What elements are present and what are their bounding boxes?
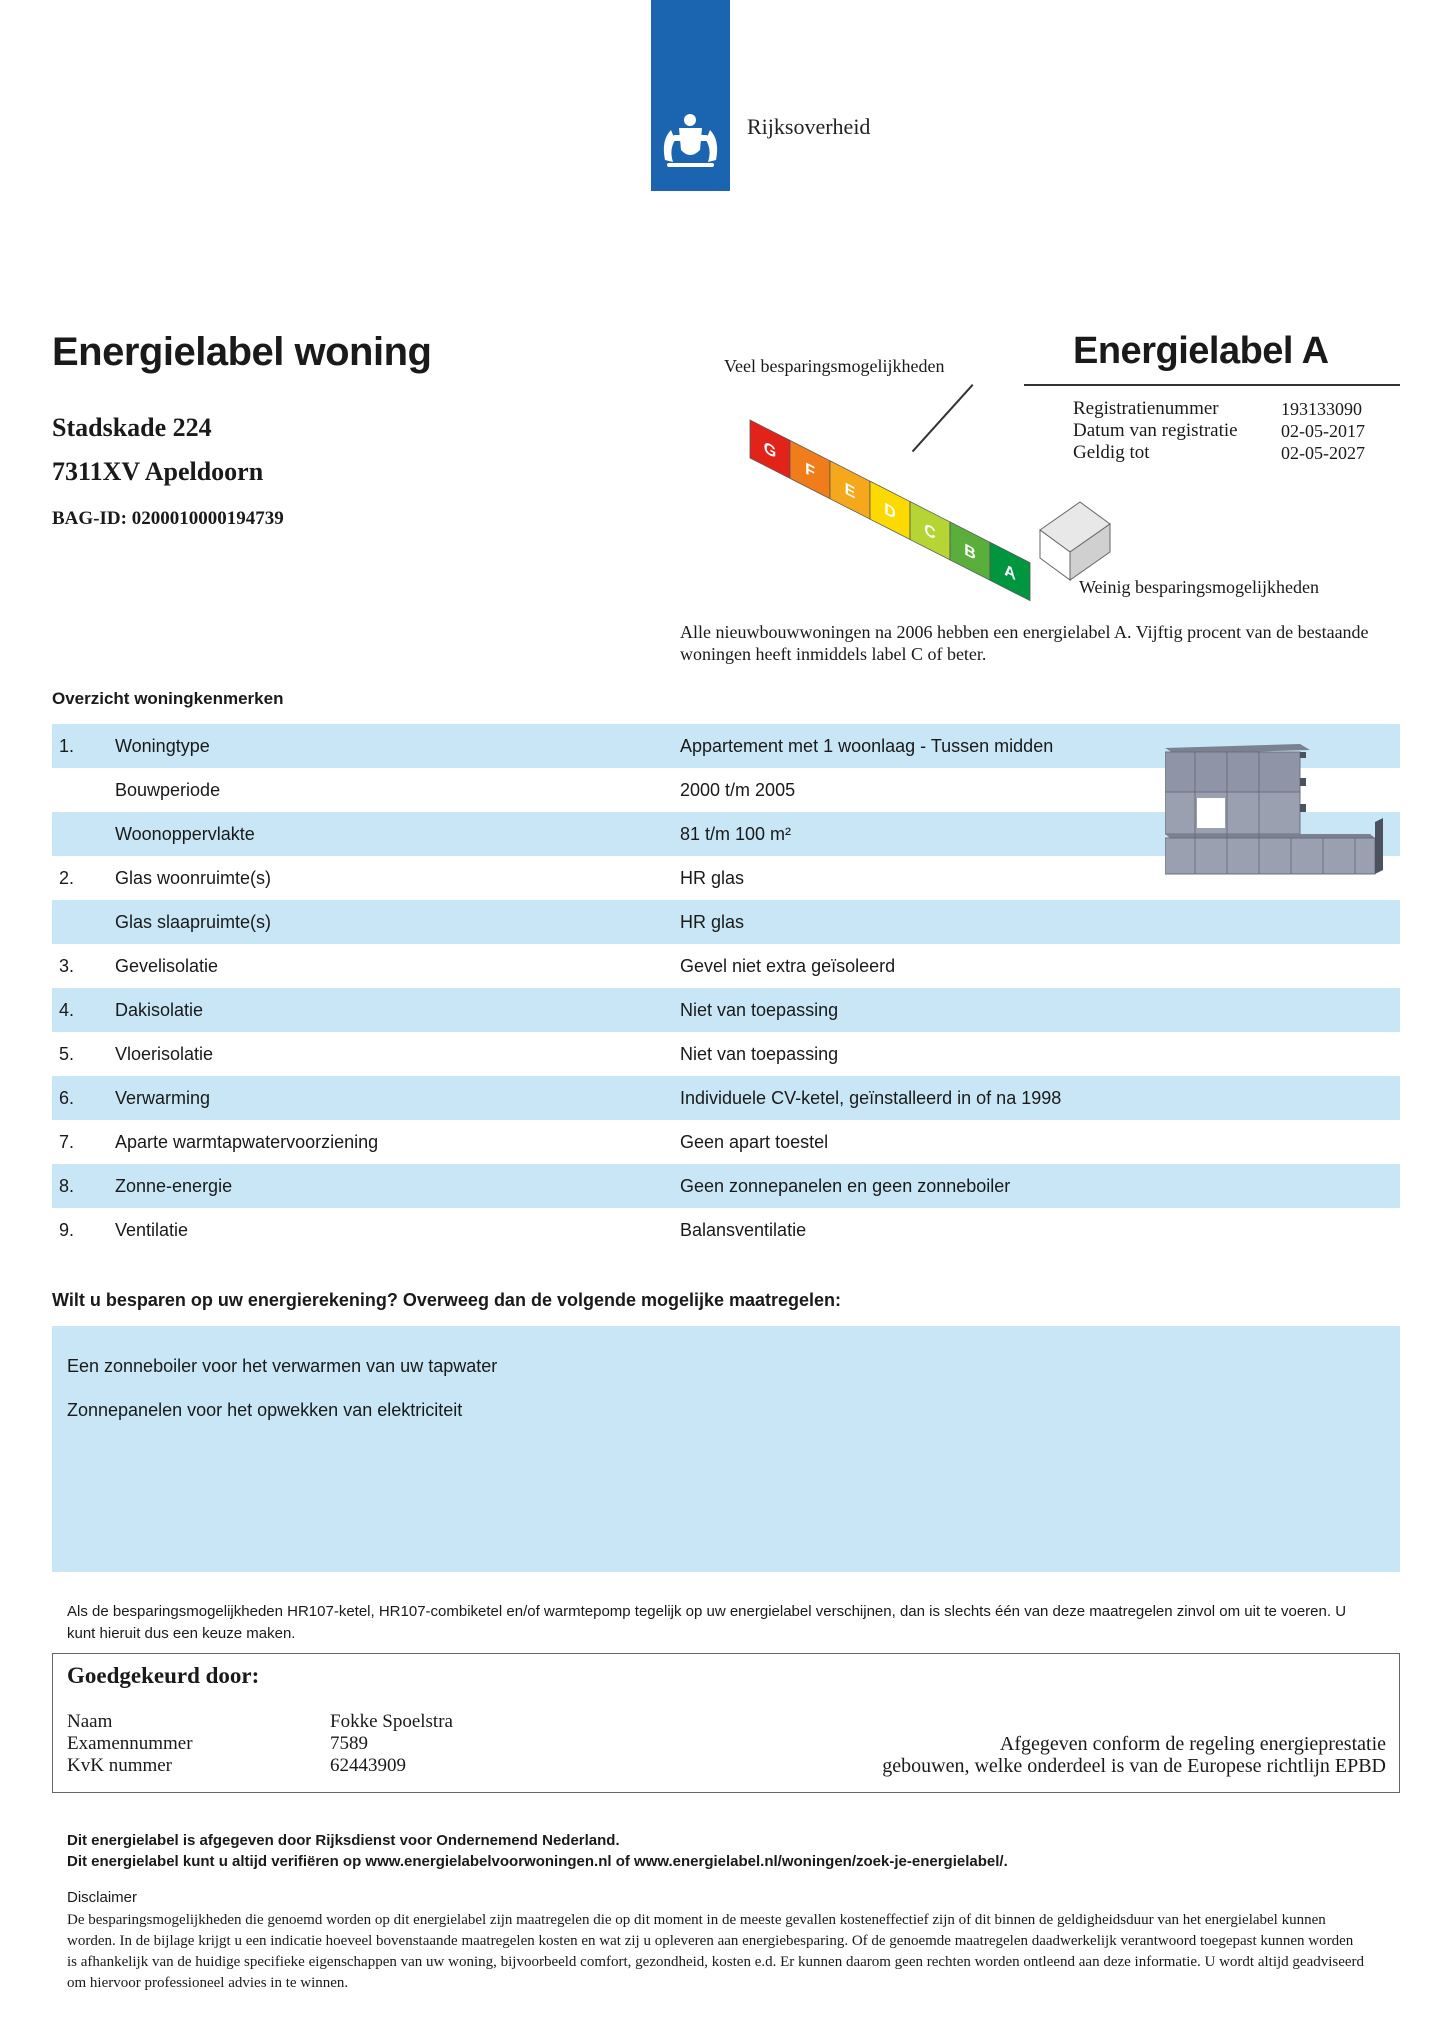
row-value: Balansventilatie [680,1220,807,1240]
measures-title: Wilt u besparen op uw energierekening? Overweeg dan de volgende mogelijke maatregelen: [52,1290,842,1310]
issued-by: Dit energielabel is afgegeven door Rijksdienst voor Ondernemend Nederland. [67,1832,620,1849]
many-savings-label: Veel besparingsmogelijkheden [724,356,945,376]
row-value: Gevel niet extra geïsoleerd [680,956,896,976]
address-city: 7311XV Apeldoorn [52,457,264,486]
row-number: 3. [59,956,75,976]
table-row [52,900,1400,944]
row-label: Glas slaapruimte(s) [115,912,272,932]
few-savings-label: Weinig besparingsmogelijkheden [1079,577,1319,597]
registration-number-value: 193133090 [1281,399,1362,419]
valid-until-label: Geldig tot [1073,442,1150,463]
conformity-text: Afgegeven conform de regeling energieprestatie [999,1733,1386,1755]
overview-title: Overzicht woningkenmerken [52,689,284,708]
row-label: Bouwperiode [115,780,221,800]
field-label: Examennummer [67,1733,193,1754]
scale-letter: D [884,499,896,524]
row-number: 6. [59,1088,75,1108]
scale-letter: C [924,519,936,544]
rijksoverheid-logo [651,0,730,191]
registration-date-label: Datum van registratie [1073,420,1238,441]
row-value: Individuele CV-ketel, geïnstalleerd in of na 1998 [680,1088,1062,1108]
page-title: Energielabel woning [52,330,432,374]
address-street: Stadskade 224 [52,413,212,442]
scale-letter: A [1004,560,1016,585]
row-number: 4. [59,1000,75,1020]
registration-number-label: Registratienummer [1073,398,1219,419]
table-row [52,988,1400,1032]
scale-letter: G [763,437,777,463]
building-icon [1165,738,1385,878]
row-number: 8. [59,1176,75,1196]
crest-icon [651,0,730,191]
row-number: 1. [59,736,75,756]
verify-text: Dit energielabel kunt u altijd verifiëren op www.energielabelvoorwoningen.nl of www.energielabel.nl/woningen/zoek-je-energielabel/. [67,1853,1008,1870]
row-label: Glas woonruimte(s) [115,868,272,888]
row-value: HR glas [680,912,745,932]
row-value: HR glas [680,868,745,888]
scale-letter: E [844,479,856,503]
field-label: Naam [67,1711,113,1732]
table-row [52,1120,1400,1164]
row-label: Dakisolatie [115,1000,204,1020]
disclaimer-text: De besparingsmogelijkheden die genoemd worden op dit energielabel zijn maatregelen die op dit moment in de meeste gevallen kosteneffectief zijn of dit binnen de geldigheidsduur van het energielabel kunnen worden. In de bijlage krijgt u een indicatie hoeveel bovenstaande maatregelen kosten en wat zij u opleveren aan energiebesparing. Of de genoemde maatregelen daadwerkelijk verantwoord toegepast kunnen worden is afhankelijk van de huidige specifieke eigenschappen van uw woning, bijvoorbeeld comfort, gezondheid, kosten e.d. Er kunnen daarom geen rechten worden ontleend aan deze informatie. U wordt altijd geadviseerd om hiervoor professioneel advies in te winnen. [67,1912,1365,1991]
row-label: Woonoppervlakte [115,824,255,844]
table-row [52,1208,1400,1252]
row-value: 2000 t/m 2005 [680,780,796,800]
row-label: Verwarming [115,1088,211,1108]
field-label: KvK nummer [67,1755,173,1776]
table-row [52,1032,1400,1076]
label-note: Alle nieuwbouwwoningen na 2006 hebben een energielabel A. Vijftig procent van de bestaande woningen heeft inmiddels label C of beter. [680,622,1369,664]
approved-title: Goedgekeurd door: [67,1663,260,1688]
measure-item: Een zonneboiler voor het verwarmen van uw tapwater [67,1356,498,1376]
row-value: Niet van toepassing [680,1000,839,1020]
row-number: 2. [59,868,75,888]
row-value: Geen zonnepanelen en geen zonneboiler [680,1176,1011,1196]
disclaimer-title: Disclaimer [67,1889,138,1906]
table-row [52,944,1400,988]
table-row [52,1164,1400,1208]
energy-label-title: Energielabel A [1073,330,1329,372]
row-label: Ventilatie [115,1220,189,1240]
divider [1024,384,1400,386]
row-label: Woningtype [115,736,210,756]
row-label: Zonne-energie [115,1176,233,1196]
table-row [52,1076,1400,1120]
row-number: 5. [59,1044,75,1064]
valid-until-value: 02-05-2027 [1281,443,1365,463]
house-icon [1040,502,1110,580]
row-value: Geen apart toestel [680,1132,829,1152]
row-number: 7. [59,1132,75,1152]
registration-date-value: 02-05-2017 [1281,421,1365,441]
row-number: 9. [59,1220,75,1240]
row-value: Niet van toepassing [680,1044,839,1064]
row-value: 81 t/m 100 m² [680,824,792,844]
field-value: 7589 [330,1733,368,1754]
conformity-text: gebouwen, welke onderdeel is van de Europese richtlijn EPBD [882,1755,1386,1777]
field-value: Fokke Spoelstra [330,1711,453,1732]
measures-note: Als de besparingsmogelijkheden HR107-ketel, HR107-combiketel en/of warmtepomp tegelijk op uw energielabel verschijnen, dan is slechts één van deze maatregelen zinvol om uit te voeren. U kunt hieruit dus een keuze maken. [67,1603,1347,1642]
scale-letter: B [964,540,976,564]
scale-letter: F [805,458,815,482]
energy-scale [720,380,1120,610]
row-label: Aparte warmtapwatervoorziening [115,1132,379,1152]
row-label: Vloerisolatie [115,1044,214,1064]
row-label: Gevelisolatie [115,956,219,976]
field-value: 62443909 [330,1755,406,1776]
measure-item: Zonnepanelen voor het opwekken van elektriciteit [67,1400,463,1420]
bag-id: BAG-ID: 0200010000194739 [52,508,284,529]
row-value: Appartement met 1 woonlaag - Tussen midden [680,736,1054,756]
logo-text: Rijksoverheid [747,114,871,139]
